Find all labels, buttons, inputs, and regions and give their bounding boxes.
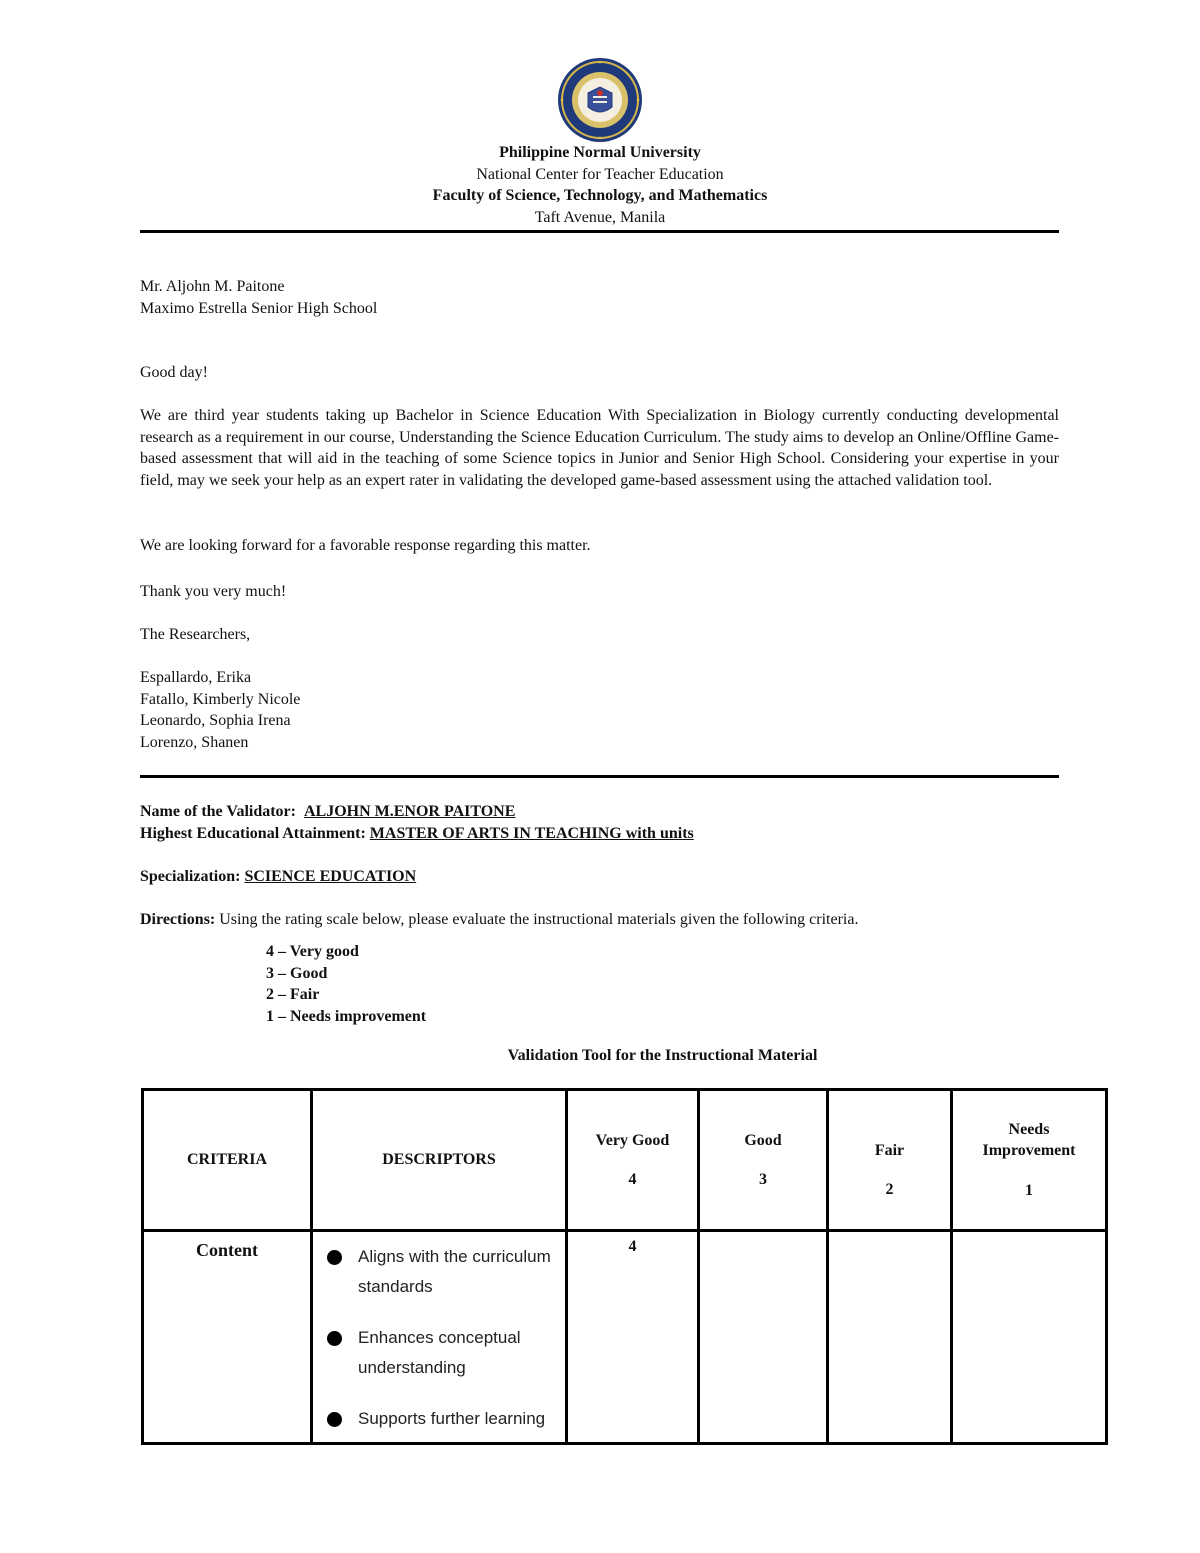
directions-label: Directions: bbox=[140, 911, 216, 928]
specialization-label: Specialization: bbox=[140, 868, 241, 885]
header-divider bbox=[140, 230, 1059, 233]
section-divider bbox=[140, 775, 1059, 778]
header-needs-label: Needs Improvement bbox=[982, 1120, 1076, 1160]
recipient-school: Maximo Estrella Senior High School bbox=[140, 299, 378, 317]
researcher-name: Espallardo, Erika bbox=[140, 669, 252, 686]
rating-very-good-cell[interactable]: 4 bbox=[567, 1231, 699, 1444]
signoff-text: The Researchers, bbox=[140, 626, 251, 643]
header-fair bbox=[828, 1090, 952, 1231]
specialization-value: SCIENCE EDUCATION bbox=[244, 868, 417, 885]
header-descriptors: DESCRIPTORS bbox=[312, 1090, 567, 1231]
rating-scale bbox=[266, 941, 426, 1027]
letter-body bbox=[140, 405, 1059, 491]
university-seal-icon bbox=[557, 57, 643, 143]
validator-name-value: ALJOHN M.ENOR PAITONE bbox=[303, 803, 516, 820]
tool-title: Validation Tool for the Instructional Material bbox=[507, 1047, 818, 1064]
bullet-icon bbox=[327, 1412, 342, 1427]
table-header-row bbox=[143, 1090, 1107, 1231]
rating-good-cell[interactable] bbox=[699, 1231, 828, 1444]
header-good-num: 3 bbox=[759, 1171, 767, 1188]
scale-item: 3 – Good bbox=[266, 964, 328, 982]
thanks bbox=[140, 581, 1059, 603]
closing-line bbox=[140, 535, 1059, 557]
recipient-block bbox=[140, 276, 1059, 319]
criteria-cell: Content bbox=[143, 1231, 312, 1444]
thanks-text: Thank you very much! bbox=[140, 583, 287, 600]
header-good bbox=[699, 1090, 828, 1231]
university-name: Philippine Normal University bbox=[499, 144, 701, 161]
bullet-icon bbox=[327, 1250, 342, 1265]
researcher-name: Lorenzo, Shanen bbox=[140, 733, 249, 751]
validator-info bbox=[140, 801, 1059, 844]
researcher-name: Leonardo, Sophia Irena bbox=[140, 712, 291, 729]
letter-body-text: We are third year students taking up Bachelor in Science Education With Specialization in Biology currently conducting developmental research as a requirement in our course, Understanding the Science Education Curriculum. The study aims to develop an Online/Offline Game-based assessment that will aid in the teaching of some Science topics in Junior and Senior High School. Considering your expertise in your field, may we seek your help as an expert rater in validating the developed game-based assessment using the attached validation tool. bbox=[140, 407, 1059, 489]
directions-text: Using the rating scale below, please evaluate the instructional materials given the following criteria. bbox=[219, 911, 859, 928]
validation-table bbox=[141, 1088, 1108, 1445]
directions bbox=[140, 909, 1059, 931]
closing-line-text: We are looking forward for a favorable response regarding this matter. bbox=[140, 537, 591, 554]
table-row bbox=[143, 1231, 1107, 1444]
descriptor-item bbox=[327, 1404, 565, 1434]
researcher-name: Fatallo, Kimberly Nicole bbox=[140, 690, 301, 708]
descriptor-list bbox=[313, 1242, 565, 1434]
center-name: National Center for Teacher Education bbox=[476, 165, 724, 183]
greeting-text: Good day! bbox=[140, 364, 208, 381]
rating-needs-cell[interactable] bbox=[952, 1231, 1107, 1444]
descriptor-text: Aligns with the curriculum standards bbox=[358, 1247, 551, 1296]
header-fair-label: Fair bbox=[874, 1141, 905, 1159]
faculty-name: Faculty of Science, Technology, and Mathematics bbox=[432, 187, 768, 204]
header-very-good bbox=[567, 1090, 699, 1231]
header-needs-improvement bbox=[952, 1090, 1107, 1231]
scale-item: 2 – Fair bbox=[266, 986, 320, 1003]
descriptor-item bbox=[327, 1323, 565, 1383]
attainment-label: Highest Educational Attainment: bbox=[140, 824, 366, 842]
header-good-label: Good bbox=[744, 1131, 782, 1149]
descriptor-text: Supports further learning bbox=[358, 1409, 546, 1428]
letterhead bbox=[140, 142, 1060, 228]
address: Taft Avenue, Manila bbox=[534, 208, 666, 226]
attainment-value: MASTER OF ARTS IN TEACHING with units bbox=[369, 824, 694, 842]
scale-item: 1 – Needs improvement bbox=[266, 1007, 427, 1025]
scale-item: 4 – Very good bbox=[266, 943, 359, 960]
header-very-good-label: Very Good bbox=[595, 1131, 670, 1149]
rating-fair-cell[interactable] bbox=[828, 1231, 952, 1444]
header-fair-num: 2 bbox=[885, 1181, 894, 1198]
header-needs-num: 1 bbox=[1025, 1181, 1033, 1199]
validator-name-label: Name of the Validator: bbox=[140, 803, 296, 820]
descriptors-cell bbox=[312, 1231, 567, 1444]
recipient-name: Mr. Aljohn M. Paitone bbox=[140, 278, 285, 295]
header-very-good-num: 4 bbox=[628, 1171, 637, 1188]
signoff bbox=[140, 624, 1059, 646]
bullet-icon bbox=[327, 1331, 342, 1346]
descriptor-text: Enhances conceptual understanding bbox=[358, 1328, 521, 1377]
specialization bbox=[140, 866, 1059, 888]
descriptor-item bbox=[327, 1242, 565, 1302]
greeting bbox=[140, 362, 1059, 384]
researcher-list bbox=[140, 667, 1059, 753]
header-criteria: CRITERIA bbox=[143, 1090, 312, 1231]
